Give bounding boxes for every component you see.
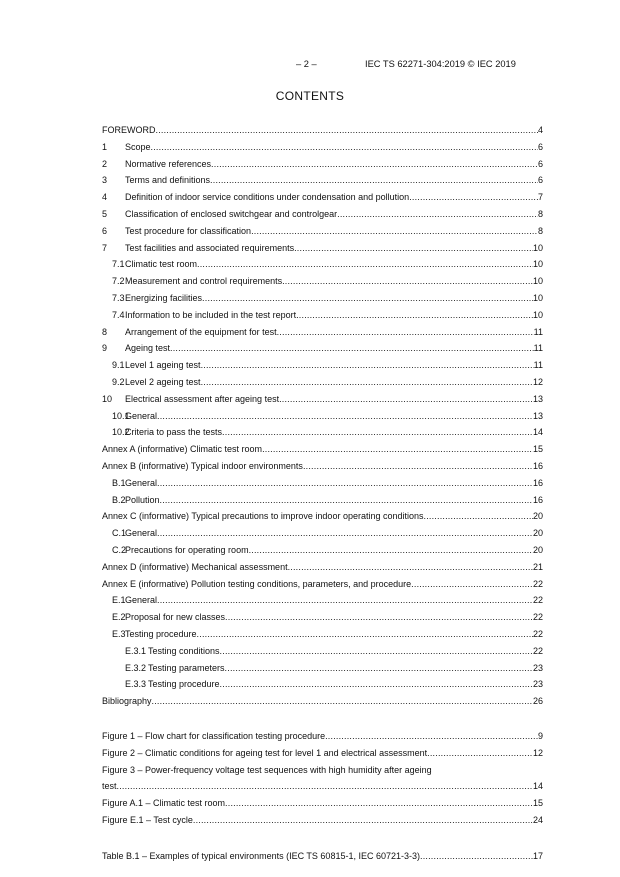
entry-title: Figure A.1 – Climatic test room bbox=[102, 798, 226, 809]
dot-leader bbox=[201, 357, 534, 374]
toc-entry[interactable] bbox=[102, 762, 543, 779]
entry-title: Terms and definitions bbox=[125, 175, 211, 186]
entry-title: Test procedure for classification bbox=[125, 225, 252, 236]
dot-leader bbox=[424, 508, 533, 525]
entry-title-continuation: test bbox=[102, 781, 117, 792]
entry-page: 22 bbox=[532, 628, 543, 639]
entry-title: Test facilities and associated requirements bbox=[125, 242, 295, 253]
entry-number: E.3 bbox=[112, 628, 126, 639]
dot-leader bbox=[157, 475, 533, 492]
toc-entry[interactable] bbox=[102, 139, 543, 156]
toc-entry[interactable] bbox=[102, 660, 543, 677]
entry-number: 9 bbox=[102, 343, 108, 354]
toc-entry[interactable] bbox=[102, 324, 543, 341]
dot-leader bbox=[225, 609, 533, 626]
entry-number: 8 bbox=[102, 326, 108, 337]
dot-leader bbox=[427, 745, 533, 762]
entry-title: General bbox=[125, 528, 158, 539]
toc-entry[interactable] bbox=[102, 206, 543, 223]
entry-title: Testing conditions bbox=[148, 645, 220, 656]
entry-number: B.1 bbox=[112, 477, 126, 488]
entry-number: 4 bbox=[102, 192, 108, 203]
entry-title: Pollution bbox=[125, 494, 160, 505]
toc-entry[interactable] bbox=[102, 172, 543, 189]
entry-page: 17 bbox=[532, 851, 543, 861]
toc-entry[interactable] bbox=[102, 848, 543, 865]
dot-leader bbox=[411, 576, 533, 593]
entry-title: Figure 3 – Power-frequency voltage test sequences with high humidity after ageing bbox=[102, 764, 432, 775]
toc-entry[interactable] bbox=[102, 576, 543, 593]
dot-leader bbox=[296, 307, 533, 324]
toc-entry-continuation[interactable] bbox=[102, 778, 543, 795]
dot-leader bbox=[193, 812, 533, 829]
toc-entry[interactable] bbox=[102, 508, 543, 525]
entry-title: Annex A (informative) Climatic test room bbox=[102, 444, 263, 455]
dot-leader bbox=[157, 592, 533, 609]
entry-title: Testing parameters bbox=[148, 662, 225, 673]
dot-leader bbox=[225, 660, 533, 677]
toc-entry[interactable] bbox=[102, 156, 543, 173]
toc-entry[interactable] bbox=[102, 626, 543, 643]
toc-entry[interactable] bbox=[102, 374, 543, 391]
table-of-contents bbox=[102, 122, 543, 710]
entry-page: 12 bbox=[532, 747, 543, 758]
entry-number: 9.2 bbox=[112, 376, 125, 387]
toc-entry[interactable] bbox=[102, 795, 543, 812]
dot-leader bbox=[117, 778, 533, 795]
dot-leader bbox=[262, 441, 533, 458]
entry-page: 24 bbox=[532, 814, 543, 825]
toc-entry[interactable] bbox=[102, 492, 543, 509]
entry-page: 12 bbox=[532, 376, 543, 387]
dot-leader bbox=[202, 290, 533, 307]
entry-title: Electrical assessment after ageing test bbox=[125, 393, 280, 404]
dot-leader bbox=[303, 458, 533, 475]
dot-leader bbox=[197, 626, 533, 643]
toc-entry[interactable] bbox=[102, 458, 543, 475]
toc-entry[interactable] bbox=[102, 475, 543, 492]
entry-page: 23 bbox=[532, 679, 543, 690]
entry-title: Figure E.1 – Test cycle bbox=[102, 814, 193, 825]
entry-title: Precautions for operating room bbox=[125, 544, 249, 555]
entry-title: Bibliography bbox=[102, 696, 152, 707]
entry-page: 13 bbox=[532, 393, 543, 404]
entry-number: C.2 bbox=[112, 544, 127, 555]
entry-title: General bbox=[125, 410, 158, 421]
toc-entry[interactable] bbox=[102, 643, 543, 660]
toc-entry[interactable] bbox=[102, 525, 543, 542]
entry-page: 10 bbox=[532, 309, 543, 320]
dot-leader bbox=[325, 728, 538, 745]
entry-number: 10 bbox=[102, 393, 113, 404]
entry-number: 6 bbox=[102, 225, 108, 236]
entry-number: E.3.1 bbox=[125, 645, 147, 656]
toc-entry[interactable] bbox=[102, 728, 543, 745]
entry-page: 16 bbox=[532, 494, 543, 505]
entry-page: 7 bbox=[537, 192, 543, 203]
entry-title: Scope bbox=[125, 141, 151, 152]
entry-title: Figure 2 – Climatic conditions for ageing test for level 1 and electrical assessment bbox=[102, 747, 428, 758]
toc-entry[interactable] bbox=[102, 240, 543, 257]
entry-page: 22 bbox=[532, 612, 543, 623]
dot-leader bbox=[197, 256, 533, 273]
entry-page: 22 bbox=[532, 595, 543, 606]
toc-entry[interactable] bbox=[102, 273, 543, 290]
entry-page: 23 bbox=[532, 662, 543, 673]
entry-number: 10.1 bbox=[112, 410, 130, 421]
toc-entry[interactable] bbox=[102, 693, 543, 710]
entry-page: 22 bbox=[532, 578, 543, 589]
entry-number: 5 bbox=[102, 208, 108, 219]
toc-entry[interactable] bbox=[102, 441, 543, 458]
entry-title: Testing procedure bbox=[125, 628, 197, 639]
list-of-figures bbox=[102, 728, 543, 829]
dot-leader bbox=[201, 374, 533, 391]
entry-title: Information to be included in the test report bbox=[125, 309, 297, 320]
entry-number: 10.2 bbox=[112, 427, 130, 438]
dot-leader bbox=[337, 206, 538, 223]
entry-number: E.3.3 bbox=[125, 679, 147, 690]
dot-leader bbox=[170, 340, 534, 357]
toc-entry[interactable] bbox=[102, 340, 543, 357]
entry-number: 7.3 bbox=[112, 292, 125, 303]
entry-title: Annex B (informative) Typical indoor environments bbox=[102, 460, 303, 471]
entry-page: 16 bbox=[532, 460, 543, 471]
dot-leader bbox=[220, 676, 533, 693]
entry-title: Ageing test bbox=[125, 343, 171, 354]
entry-number: E.3.2 bbox=[125, 662, 147, 673]
dot-leader bbox=[294, 240, 533, 257]
page-number: – 2 – bbox=[296, 59, 317, 69]
toc-entry[interactable] bbox=[102, 391, 543, 408]
entry-number: 7.4 bbox=[112, 309, 125, 320]
toc-entry[interactable] bbox=[102, 609, 543, 626]
entry-title: FOREWORD bbox=[102, 125, 156, 135]
dot-leader bbox=[279, 391, 533, 408]
entry-number: 7 bbox=[102, 242, 108, 253]
entry-title: Arrangement of the equipment for test bbox=[125, 326, 277, 337]
entry-title: Classification of enclosed switchgear and controlgear bbox=[125, 208, 338, 219]
entry-page: 14 bbox=[532, 427, 543, 438]
dot-leader bbox=[160, 492, 533, 509]
entry-page: 13 bbox=[532, 410, 543, 421]
entry-title: General bbox=[125, 595, 158, 606]
entry-number: 3 bbox=[102, 175, 108, 186]
entry-page: 4 bbox=[537, 125, 543, 135]
entry-title: Level 2 ageing test bbox=[125, 376, 201, 387]
toc-entry[interactable] bbox=[102, 812, 543, 829]
dot-leader bbox=[222, 424, 533, 441]
dot-leader bbox=[277, 324, 534, 341]
entry-page: 15 bbox=[532, 444, 543, 455]
entry-page: 11 bbox=[533, 343, 543, 354]
entry-number: 9.1 bbox=[112, 360, 125, 371]
page-title: CONTENTS bbox=[275, 89, 345, 103]
entry-title: Testing procedure bbox=[148, 679, 220, 690]
entry-number: 7.1 bbox=[112, 259, 125, 270]
dot-leader bbox=[211, 156, 538, 173]
entry-page: 8 bbox=[537, 225, 543, 236]
dot-leader bbox=[220, 643, 533, 660]
entry-page: 9 bbox=[537, 731, 543, 741]
dot-leader bbox=[282, 273, 533, 290]
entry-title: Climatic test room bbox=[125, 259, 198, 270]
entry-title: Normative references bbox=[125, 158, 212, 169]
entry-title: Energizing facilities bbox=[125, 292, 203, 303]
dot-leader bbox=[225, 795, 533, 812]
toc-entry[interactable] bbox=[102, 357, 543, 374]
toc-entry[interactable] bbox=[102, 559, 543, 576]
dot-leader bbox=[288, 559, 533, 576]
dot-leader bbox=[409, 189, 538, 206]
toc-entry[interactable] bbox=[102, 676, 543, 693]
toc-entry[interactable] bbox=[102, 256, 543, 273]
entry-number: B.2 bbox=[112, 494, 126, 505]
entry-number: E.1 bbox=[112, 595, 126, 606]
entry-page: 6 bbox=[537, 141, 543, 152]
entry-page: 6 bbox=[537, 158, 543, 169]
toc-entry[interactable] bbox=[102, 189, 543, 206]
dot-leader bbox=[151, 139, 538, 156]
entry-page: 15 bbox=[532, 798, 543, 809]
entry-page: 11 bbox=[533, 360, 543, 371]
entry-page: 11 bbox=[533, 326, 543, 337]
dot-leader bbox=[251, 223, 538, 240]
entry-page: 10 bbox=[532, 242, 543, 253]
entry-title: Definition of indoor service conditions under condensation and pollution bbox=[125, 192, 410, 203]
document-id: IEC TS 62271-304:2019 © IEC 2019 bbox=[365, 59, 516, 69]
entry-title: General bbox=[125, 477, 158, 488]
dot-leader bbox=[210, 172, 538, 189]
entry-title: Table B.1 – Examples of typical environments (IEC TS 60815-1, IEC 60721-3-3) bbox=[102, 851, 420, 861]
entry-page: 10 bbox=[532, 292, 543, 303]
entry-number: E.2 bbox=[112, 612, 126, 623]
entry-page: 16 bbox=[532, 477, 543, 488]
toc-entry[interactable] bbox=[102, 307, 543, 324]
entry-number: 1 bbox=[102, 141, 108, 152]
toc-entry[interactable] bbox=[102, 223, 543, 240]
entry-page: 10 bbox=[532, 259, 543, 270]
entry-title: Level 1 ageing test bbox=[125, 360, 201, 371]
entry-title: Proposal for new classes bbox=[125, 612, 226, 623]
dot-leader bbox=[156, 122, 538, 139]
dot-leader bbox=[157, 525, 533, 542]
entry-page: 21 bbox=[532, 561, 543, 572]
entry-page: 20 bbox=[532, 511, 543, 522]
toc-entry[interactable] bbox=[102, 122, 543, 139]
entry-page: 6 bbox=[537, 175, 543, 186]
entry-title: Annex D (informative) Mechanical assessment bbox=[102, 561, 288, 572]
entry-page: 8 bbox=[537, 208, 543, 219]
entry-number: 7.2 bbox=[112, 276, 125, 287]
toc-entry[interactable] bbox=[102, 290, 543, 307]
entry-page: 20 bbox=[532, 528, 543, 539]
entry-title: Annex E (informative) Pollution testing conditions, parameters, and procedure bbox=[102, 578, 412, 589]
toc-entry[interactable] bbox=[102, 745, 543, 762]
entry-title: Figure 1 – Flow chart for classification testing procedure bbox=[102, 731, 326, 741]
dot-leader bbox=[157, 408, 533, 425]
entry-page: 22 bbox=[532, 645, 543, 656]
toc-entry[interactable] bbox=[102, 408, 543, 425]
entry-page: 20 bbox=[532, 544, 543, 555]
entry-title: Measurement and control requirements bbox=[125, 276, 283, 287]
entry-number: C.1 bbox=[112, 528, 127, 539]
dot-leader bbox=[152, 693, 533, 710]
dot-leader bbox=[249, 542, 533, 559]
entry-title: Criteria to pass the tests bbox=[125, 427, 223, 438]
list-of-tables bbox=[102, 848, 543, 865]
toc-entry[interactable] bbox=[102, 542, 543, 559]
entry-number: 2 bbox=[102, 158, 108, 169]
toc-entry[interactable] bbox=[102, 424, 543, 441]
toc-entry[interactable] bbox=[102, 592, 543, 609]
entry-page: 14 bbox=[532, 781, 543, 792]
entry-page: 10 bbox=[532, 276, 543, 287]
dot-leader bbox=[420, 848, 533, 865]
entry-page: 26 bbox=[532, 696, 543, 707]
entry-title: Annex C (informative) Typical precautions to improve indoor operating conditions bbox=[102, 511, 424, 522]
